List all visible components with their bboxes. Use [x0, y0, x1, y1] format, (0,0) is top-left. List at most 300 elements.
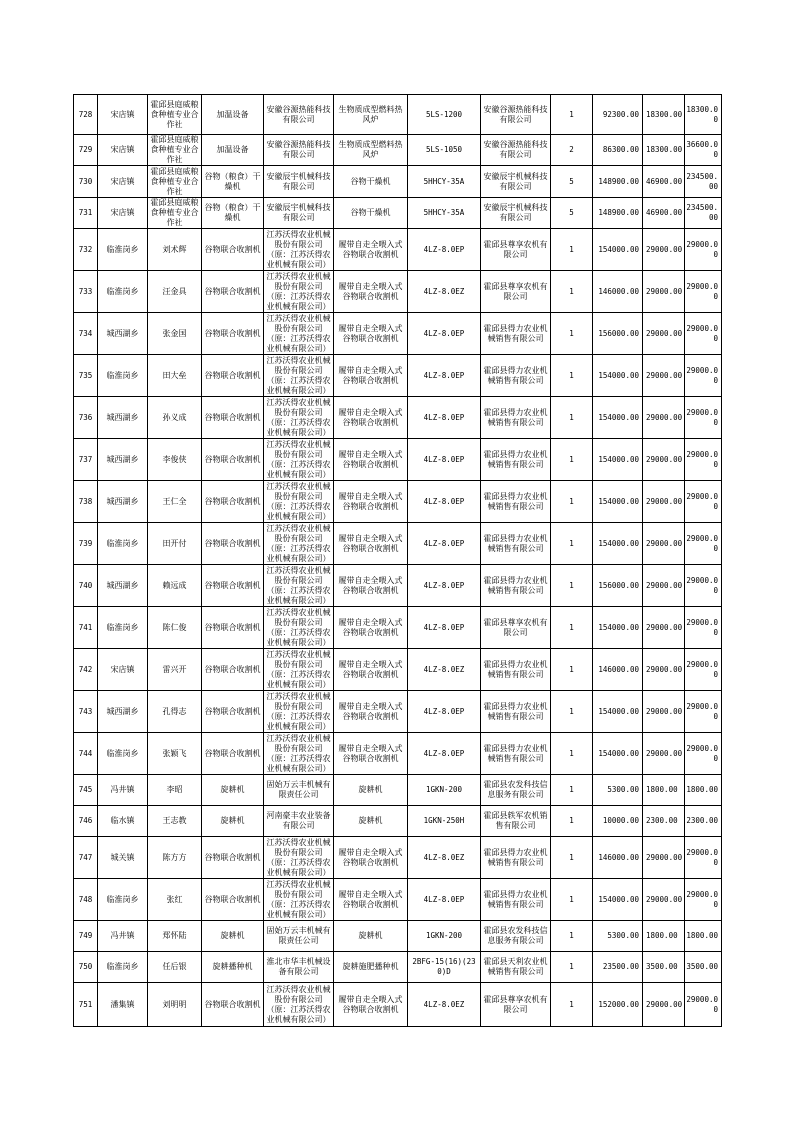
- buyer-cell: 刘明明: [148, 983, 202, 1027]
- buyer-cell: 陈仁俊: [148, 607, 202, 649]
- quantity-cell: 1: [551, 397, 593, 439]
- unit-subsidy-cell: 1800.00: [643, 775, 685, 806]
- dealer-cell: 霍邱县得力农业机械销售有限公司: [481, 649, 551, 691]
- buyer-cell: 雷兴开: [148, 649, 202, 691]
- total-subsidy-cell: 29000.00: [685, 313, 722, 355]
- row-number: 751: [74, 983, 98, 1027]
- total-subsidy-cell: 29000.00: [685, 879, 722, 921]
- quantity-cell: 1: [551, 775, 593, 806]
- product-name-cell: 谷物干燥机: [334, 198, 408, 229]
- unit-subsidy-cell: 1800.00: [643, 921, 685, 952]
- manufacturer-cell: 固始万云丰机械有限责任公司: [264, 775, 334, 806]
- dealer-cell: 霍邱县得力农业机械销售有限公司: [481, 837, 551, 879]
- total-subsidy-cell: 36600.00: [685, 135, 722, 166]
- table-row: [74, 135, 722, 166]
- table-row: [74, 95, 722, 135]
- quantity-cell: 1: [551, 565, 593, 607]
- town-cell: 城西湖乡: [98, 691, 148, 733]
- model-cell: 4LZ-8.0EP: [408, 879, 481, 921]
- dealer-cell: 霍邱县尊享农机有限公司: [481, 607, 551, 649]
- town-cell: 宋店镇: [98, 198, 148, 229]
- unit-subsidy-cell: 2300.00: [643, 806, 685, 837]
- product-name-cell: 履带自走全喂入式谷物联合收割机: [334, 229, 408, 271]
- product-name-cell: 履带自走全喂入式谷物联合收割机: [334, 397, 408, 439]
- sale-price-cell: 86300.00: [593, 135, 643, 166]
- town-cell: 城西湖乡: [98, 565, 148, 607]
- quantity-cell: 1: [551, 879, 593, 921]
- town-cell: 城西湖乡: [98, 481, 148, 523]
- table-row: [74, 523, 722, 565]
- category-cell: 谷物联合收割机: [202, 313, 264, 355]
- buyer-cell: 霍邱县庭威粮食种植专业合作社: [148, 135, 202, 166]
- row-number: 748: [74, 879, 98, 921]
- dealer-cell: 霍邱县得力农业机械销售有限公司: [481, 481, 551, 523]
- category-cell: 加温设备: [202, 135, 264, 166]
- sale-price-cell: 146000.00: [593, 271, 643, 313]
- manufacturer-cell: 江苏沃得农业机械股份有限公司（原：江苏沃得农业机械有限公司）: [264, 355, 334, 397]
- table-row: [74, 271, 722, 313]
- total-subsidy-cell: 3500.00: [685, 952, 722, 983]
- sale-price-cell: 154000.00: [593, 691, 643, 733]
- row-number: 745: [74, 775, 98, 806]
- unit-subsidy-cell: 29000.00: [643, 733, 685, 775]
- manufacturer-cell: 安徽谷源热能科技有限公司: [264, 95, 334, 135]
- sale-price-cell: 156000.00: [593, 565, 643, 607]
- buyer-cell: 孔得志: [148, 691, 202, 733]
- sale-price-cell: 154000.00: [593, 607, 643, 649]
- table-row: [74, 921, 722, 952]
- total-subsidy-cell: 1800.00: [685, 775, 722, 806]
- total-subsidy-cell: 29000.00: [685, 607, 722, 649]
- total-subsidy-cell: 29000.00: [685, 397, 722, 439]
- product-name-cell: 履带自走全喂入式谷物联合收割机: [334, 355, 408, 397]
- category-cell: 谷物联合收割机: [202, 565, 264, 607]
- manufacturer-cell: 江苏沃得农业机械股份有限公司（原：江苏沃得农业机械有限公司）: [264, 879, 334, 921]
- dealer-cell: 安徽辰宇机械科技有限公司: [481, 166, 551, 198]
- town-cell: 临淮岗乡: [98, 523, 148, 565]
- row-number: 738: [74, 481, 98, 523]
- sale-price-cell: 154000.00: [593, 397, 643, 439]
- town-cell: 城西湖乡: [98, 313, 148, 355]
- unit-subsidy-cell: 29000.00: [643, 313, 685, 355]
- sale-price-cell: 154000.00: [593, 481, 643, 523]
- product-name-cell: 履带自走全喂入式谷物联合收割机: [334, 733, 408, 775]
- quantity-cell: 1: [551, 523, 593, 565]
- buyer-cell: 刘术辉: [148, 229, 202, 271]
- sale-price-cell: 146000.00: [593, 649, 643, 691]
- model-cell: 4LZ-8.0EP: [408, 691, 481, 733]
- unit-subsidy-cell: 29000.00: [643, 271, 685, 313]
- town-cell: 临淮岗乡: [98, 879, 148, 921]
- buyer-cell: 李昭: [148, 775, 202, 806]
- town-cell: 城关镇: [98, 837, 148, 879]
- manufacturer-cell: 江苏沃得农业机械股份有限公司（原：江苏沃得农业机械有限公司）: [264, 397, 334, 439]
- row-number: 750: [74, 952, 98, 983]
- town-cell: 宋店镇: [98, 166, 148, 198]
- category-cell: 谷物联合收割机: [202, 481, 264, 523]
- total-subsidy-cell: 29000.00: [685, 983, 722, 1027]
- unit-subsidy-cell: 29000.00: [643, 397, 685, 439]
- model-cell: 4LZ-8.0EP: [408, 229, 481, 271]
- unit-subsidy-cell: 29000.00: [643, 229, 685, 271]
- unit-subsidy-cell: 29000.00: [643, 879, 685, 921]
- unit-subsidy-cell: 29000.00: [643, 523, 685, 565]
- total-subsidy-cell: 29000.00: [685, 691, 722, 733]
- town-cell: 临淮岗乡: [98, 952, 148, 983]
- buyer-cell: 张颖飞: [148, 733, 202, 775]
- dealer-cell: 霍邱县尊享农机有限公司: [481, 271, 551, 313]
- quantity-cell: 1: [551, 921, 593, 952]
- row-number: 743: [74, 691, 98, 733]
- row-number: 729: [74, 135, 98, 166]
- quantity-cell: 1: [551, 607, 593, 649]
- unit-subsidy-cell: 18300.00: [643, 135, 685, 166]
- dealer-cell: 霍邱县得力农业机械销售有限公司: [481, 879, 551, 921]
- total-subsidy-cell: 29000.00: [685, 733, 722, 775]
- quantity-cell: 1: [551, 355, 593, 397]
- table-row: [74, 806, 722, 837]
- manufacturer-cell: 安徽谷源热能科技有限公司: [264, 135, 334, 166]
- manufacturer-cell: 江苏沃得农业机械股份有限公司（原：江苏沃得农业机械有限公司）: [264, 649, 334, 691]
- model-cell: 4LZ-8.0EP: [408, 313, 481, 355]
- total-subsidy-cell: 29000.00: [685, 229, 722, 271]
- manufacturer-cell: 江苏沃得农业机械股份有限公司（原：江苏沃得农业机械有限公司）: [264, 523, 334, 565]
- dealer-cell: 霍邱县得力农业机械销售有限公司: [481, 691, 551, 733]
- sale-price-cell: 154000.00: [593, 523, 643, 565]
- sale-price-cell: 5300.00: [593, 775, 643, 806]
- quantity-cell: 1: [551, 313, 593, 355]
- quantity-cell: 1: [551, 271, 593, 313]
- total-subsidy-cell: 1800.00: [685, 921, 722, 952]
- total-subsidy-cell: 2300.00: [685, 806, 722, 837]
- product-name-cell: 履带自走全喂入式谷物联合收割机: [334, 607, 408, 649]
- model-cell: 4LZ-8.0EP: [408, 397, 481, 439]
- row-number: 734: [74, 313, 98, 355]
- town-cell: 冯井镇: [98, 921, 148, 952]
- category-cell: 谷物联合收割机: [202, 523, 264, 565]
- quantity-cell: 1: [551, 952, 593, 983]
- buyer-cell: 任后银: [148, 952, 202, 983]
- product-name-cell: 履带自走全喂入式谷物联合收割机: [334, 649, 408, 691]
- sale-price-cell: 148900.00: [593, 166, 643, 198]
- dealer-cell: 霍邱县农发科技信息服务有限公司: [481, 775, 551, 806]
- buyer-cell: 汪金具: [148, 271, 202, 313]
- table-row: [74, 879, 722, 921]
- buyer-cell: 李俊侠: [148, 439, 202, 481]
- quantity-cell: 1: [551, 439, 593, 481]
- table-row: [74, 775, 722, 806]
- category-cell: 谷物联合收割机: [202, 439, 264, 481]
- table-row: [74, 691, 722, 733]
- dealer-cell: 安徽谷源热能科技有限公司: [481, 135, 551, 166]
- category-cell: 谷物联合收割机: [202, 271, 264, 313]
- dealer-cell: 安徽谷源热能科技有限公司: [481, 95, 551, 135]
- table-row: [74, 952, 722, 983]
- row-number: 737: [74, 439, 98, 481]
- model-cell: 1GKN-200: [408, 775, 481, 806]
- town-cell: 宋店镇: [98, 135, 148, 166]
- dealer-cell: 霍邱县得力农业机械销售有限公司: [481, 733, 551, 775]
- manufacturer-cell: 江苏沃得农业机械股份有限公司（原：江苏沃得农业机械有限公司）: [264, 313, 334, 355]
- sale-price-cell: 154000.00: [593, 733, 643, 775]
- product-name-cell: 履带自走全喂入式谷物联合收割机: [334, 837, 408, 879]
- category-cell: 旋耕机: [202, 806, 264, 837]
- product-name-cell: 旋耕机: [334, 921, 408, 952]
- table-row: [74, 439, 722, 481]
- manufacturer-cell: 江苏沃得农业机械股份有限公司（原：江苏沃得农业机械有限公司）: [264, 439, 334, 481]
- sale-price-cell: 154000.00: [593, 439, 643, 481]
- row-number: 739: [74, 523, 98, 565]
- model-cell: 4LZ-8.0EP: [408, 439, 481, 481]
- dealer-cell: 霍邱县得力农业机械销售有限公司: [481, 355, 551, 397]
- category-cell: 谷物联合收割机: [202, 355, 264, 397]
- model-cell: 2BFG-15(16)(230)D: [408, 952, 481, 983]
- dealer-cell: 霍邱县农发科技信息服务有限公司: [481, 921, 551, 952]
- unit-subsidy-cell: 18300.00: [643, 95, 685, 135]
- category-cell: 谷物联合收割机: [202, 837, 264, 879]
- quantity-cell: 2: [551, 135, 593, 166]
- product-name-cell: 履带自走全喂入式谷物联合收割机: [334, 271, 408, 313]
- dealer-cell: 霍邱县尊享农机有限公司: [481, 983, 551, 1027]
- buyer-cell: 田大垒: [148, 355, 202, 397]
- total-subsidy-cell: 29000.00: [685, 565, 722, 607]
- manufacturer-cell: 安徽辰宇机械科技有限公司: [264, 166, 334, 198]
- subsidy-table: [73, 94, 722, 1027]
- product-name-cell: 履带自走全喂入式谷物联合收割机: [334, 879, 408, 921]
- model-cell: 4LZ-8.0EP: [408, 607, 481, 649]
- buyer-cell: 王仁全: [148, 481, 202, 523]
- category-cell: 谷物联合收割机: [202, 983, 264, 1027]
- product-name-cell: 旋耕机: [334, 806, 408, 837]
- total-subsidy-cell: 29000.00: [685, 439, 722, 481]
- manufacturer-cell: 安徽辰宇机械科技有限公司: [264, 198, 334, 229]
- product-name-cell: 履带自走全喂入式谷物联合收割机: [334, 481, 408, 523]
- manufacturer-cell: 江苏沃得农业机械股份有限公司（原：江苏沃得农业机械有限公司）: [264, 691, 334, 733]
- dealer-cell: 霍邱县得力农业机械销售有限公司: [481, 397, 551, 439]
- total-subsidy-cell: 18300.00: [685, 95, 722, 135]
- quantity-cell: 1: [551, 837, 593, 879]
- sale-price-cell: 146000.00: [593, 837, 643, 879]
- buyer-cell: 陈方方: [148, 837, 202, 879]
- row-number: 744: [74, 733, 98, 775]
- town-cell: 临淮岗乡: [98, 229, 148, 271]
- model-cell: 4LZ-8.0EP: [408, 733, 481, 775]
- table-row: [74, 481, 722, 523]
- buyer-cell: 霍邱县庭威粮食种植专业合作社: [148, 95, 202, 135]
- town-cell: 潘集镇: [98, 983, 148, 1027]
- model-cell: 1GKN-200: [408, 921, 481, 952]
- buyer-cell: 张金国: [148, 313, 202, 355]
- town-cell: 临淮岗乡: [98, 355, 148, 397]
- model-cell: 5LS-1050: [408, 135, 481, 166]
- sale-price-cell: 156000.00: [593, 313, 643, 355]
- table-row: [74, 983, 722, 1027]
- row-number: 746: [74, 806, 98, 837]
- table-row: [74, 355, 722, 397]
- model-cell: 1GKN-250H: [408, 806, 481, 837]
- table-row: [74, 166, 722, 198]
- category-cell: 旋耕机: [202, 775, 264, 806]
- row-number: 742: [74, 649, 98, 691]
- town-cell: 临淮岗乡: [98, 607, 148, 649]
- row-number: 735: [74, 355, 98, 397]
- model-cell: 5LS-1200: [408, 95, 481, 135]
- table-body: [74, 95, 722, 1027]
- table-row: [74, 733, 722, 775]
- sale-price-cell: 5300.00: [593, 921, 643, 952]
- product-name-cell: 履带自走全喂入式谷物联合收割机: [334, 983, 408, 1027]
- total-subsidy-cell: 29000.00: [685, 649, 722, 691]
- total-subsidy-cell: 234500.00: [685, 166, 722, 198]
- dealer-cell: 安徽辰宇机械科技有限公司: [481, 198, 551, 229]
- unit-subsidy-cell: 29000.00: [643, 355, 685, 397]
- model-cell: 5HHCY-35A: [408, 166, 481, 198]
- sale-price-cell: 152000.00: [593, 983, 643, 1027]
- product-name-cell: 履带自走全喂入式谷物联合收割机: [334, 523, 408, 565]
- manufacturer-cell: 江苏沃得农业机械股份有限公司（原：江苏沃得农业机械有限公司）: [264, 983, 334, 1027]
- row-number: 749: [74, 921, 98, 952]
- row-number: 733: [74, 271, 98, 313]
- buyer-cell: 赖远成: [148, 565, 202, 607]
- manufacturer-cell: 江苏沃得农业机械股份有限公司（原：江苏沃得农业机械有限公司）: [264, 481, 334, 523]
- row-number: 747: [74, 837, 98, 879]
- town-cell: 冯井镇: [98, 775, 148, 806]
- manufacturer-cell: 江苏沃得农业机械股份有限公司（原：江苏沃得农业机械有限公司）: [264, 565, 334, 607]
- model-cell: 5HHCY-35A: [408, 198, 481, 229]
- category-cell: 谷物联合收割机: [202, 691, 264, 733]
- total-subsidy-cell: 29000.00: [685, 523, 722, 565]
- total-subsidy-cell: 29000.00: [685, 271, 722, 313]
- category-cell: 旋耕播种机: [202, 952, 264, 983]
- town-cell: 临淮岗乡: [98, 733, 148, 775]
- unit-subsidy-cell: 46900.00: [643, 166, 685, 198]
- buyer-cell: 孙义成: [148, 397, 202, 439]
- sale-price-cell: 154000.00: [593, 879, 643, 921]
- total-subsidy-cell: 29000.00: [685, 837, 722, 879]
- sale-price-cell: 23500.00: [593, 952, 643, 983]
- quantity-cell: 5: [551, 198, 593, 229]
- quantity-cell: 1: [551, 806, 593, 837]
- product-name-cell: 生物质成型燃料热风炉: [334, 95, 408, 135]
- row-number: 741: [74, 607, 98, 649]
- row-number: 728: [74, 95, 98, 135]
- town-cell: 宋店镇: [98, 95, 148, 135]
- table-row: [74, 565, 722, 607]
- category-cell: 谷物联合收割机: [202, 397, 264, 439]
- product-name-cell: 旋耕施肥播种机: [334, 952, 408, 983]
- dealer-cell: 霍邱县得力农业机械销售有限公司: [481, 523, 551, 565]
- town-cell: 临水镇: [98, 806, 148, 837]
- product-name-cell: 生物质成型燃料热风炉: [334, 135, 408, 166]
- table-row: [74, 313, 722, 355]
- category-cell: 谷物联合收割机: [202, 879, 264, 921]
- model-cell: 4LZ-8.0EP: [408, 565, 481, 607]
- row-number: 730: [74, 166, 98, 198]
- unit-subsidy-cell: 29000.00: [643, 691, 685, 733]
- town-cell: 宋店镇: [98, 649, 148, 691]
- total-subsidy-cell: 29000.00: [685, 481, 722, 523]
- category-cell: 谷物联合收割机: [202, 733, 264, 775]
- unit-subsidy-cell: 29000.00: [643, 983, 685, 1027]
- manufacturer-cell: 固始万云丰机械有限责任公司: [264, 921, 334, 952]
- model-cell: 4LZ-8.0EP: [408, 481, 481, 523]
- dealer-cell: 霍邱县得力农业机械销售有限公司: [481, 439, 551, 481]
- model-cell: 4LZ-8.0EZ: [408, 983, 481, 1027]
- manufacturer-cell: 江苏沃得农业机械股份有限公司（原：江苏沃得农业机械有限公司）: [264, 271, 334, 313]
- row-number: 740: [74, 565, 98, 607]
- sale-price-cell: 92300.00: [593, 95, 643, 135]
- manufacturer-cell: 江苏沃得农业机械股份有限公司（原：江苏沃得农业机械有限公司）: [264, 229, 334, 271]
- sale-price-cell: 10000.00: [593, 806, 643, 837]
- category-cell: 谷物（粮食）干燥机: [202, 166, 264, 198]
- dealer-cell: 霍邱县得力农业机械销售有限公司: [481, 313, 551, 355]
- unit-subsidy-cell: 3500.00: [643, 952, 685, 983]
- town-cell: 临淮岗乡: [98, 271, 148, 313]
- quantity-cell: 5: [551, 166, 593, 198]
- category-cell: 谷物（粮食）干燥机: [202, 198, 264, 229]
- sale-price-cell: 148900.00: [593, 198, 643, 229]
- category-cell: 加温设备: [202, 95, 264, 135]
- manufacturer-cell: 江苏沃得农业机械股份有限公司（原：江苏沃得农业机械有限公司）: [264, 607, 334, 649]
- buyer-cell: 霍邱县庭威粮食种植专业合作社: [148, 198, 202, 229]
- manufacturer-cell: 淮北市华丰机械设备有限公司: [264, 952, 334, 983]
- dealer-cell: 霍邱县天利农业机械销售有限公司: [481, 952, 551, 983]
- category-cell: 谷物联合收割机: [202, 229, 264, 271]
- quantity-cell: 1: [551, 481, 593, 523]
- buyer-cell: 王志教: [148, 806, 202, 837]
- unit-subsidy-cell: 29000.00: [643, 439, 685, 481]
- product-name-cell: 旋耕机: [334, 775, 408, 806]
- model-cell: 4LZ-8.0EZ: [408, 271, 481, 313]
- total-subsidy-cell: 29000.00: [685, 355, 722, 397]
- category-cell: 旋耕机: [202, 921, 264, 952]
- sale-price-cell: 154000.00: [593, 229, 643, 271]
- table-row: [74, 837, 722, 879]
- dealer-cell: 霍邱县得力农业机械销售有限公司: [481, 565, 551, 607]
- quantity-cell: 1: [551, 649, 593, 691]
- manufacturer-cell: 江苏沃得农业机械股份有限公司（原：江苏沃得农业机械有限公司）: [264, 733, 334, 775]
- unit-subsidy-cell: 29000.00: [643, 565, 685, 607]
- quantity-cell: 1: [551, 229, 593, 271]
- sale-price-cell: 154000.00: [593, 355, 643, 397]
- quantity-cell: 1: [551, 691, 593, 733]
- product-name-cell: 履带自走全喂入式谷物联合收割机: [334, 691, 408, 733]
- buyer-cell: 田开付: [148, 523, 202, 565]
- table-row: [74, 198, 722, 229]
- table-row: [74, 649, 722, 691]
- row-number: 736: [74, 397, 98, 439]
- category-cell: 谷物联合收割机: [202, 649, 264, 691]
- buyer-cell: 郑怀陆: [148, 921, 202, 952]
- model-cell: 4LZ-8.0EP: [408, 355, 481, 397]
- unit-subsidy-cell: 29000.00: [643, 649, 685, 691]
- quantity-cell: 1: [551, 95, 593, 135]
- table-row: [74, 229, 722, 271]
- total-subsidy-cell: 234500.00: [685, 198, 722, 229]
- unit-subsidy-cell: 46900.00: [643, 198, 685, 229]
- model-cell: 4LZ-8.0EZ: [408, 837, 481, 879]
- manufacturer-cell: 江苏沃得农业机械股份有限公司（原：江苏沃得农业机械有限公司）: [264, 837, 334, 879]
- product-name-cell: 履带自走全喂入式谷物联合收割机: [334, 565, 408, 607]
- quantity-cell: 1: [551, 983, 593, 1027]
- product-name-cell: 履带自走全喂入式谷物联合收割机: [334, 439, 408, 481]
- product-name-cell: 谷物干燥机: [334, 166, 408, 198]
- table-row: [74, 607, 722, 649]
- dealer-cell: 霍邱县轶军农机销售有限公司: [481, 806, 551, 837]
- category-cell: 谷物联合收割机: [202, 607, 264, 649]
- product-name-cell: 履带自走全喂入式谷物联合收割机: [334, 313, 408, 355]
- quantity-cell: 1: [551, 733, 593, 775]
